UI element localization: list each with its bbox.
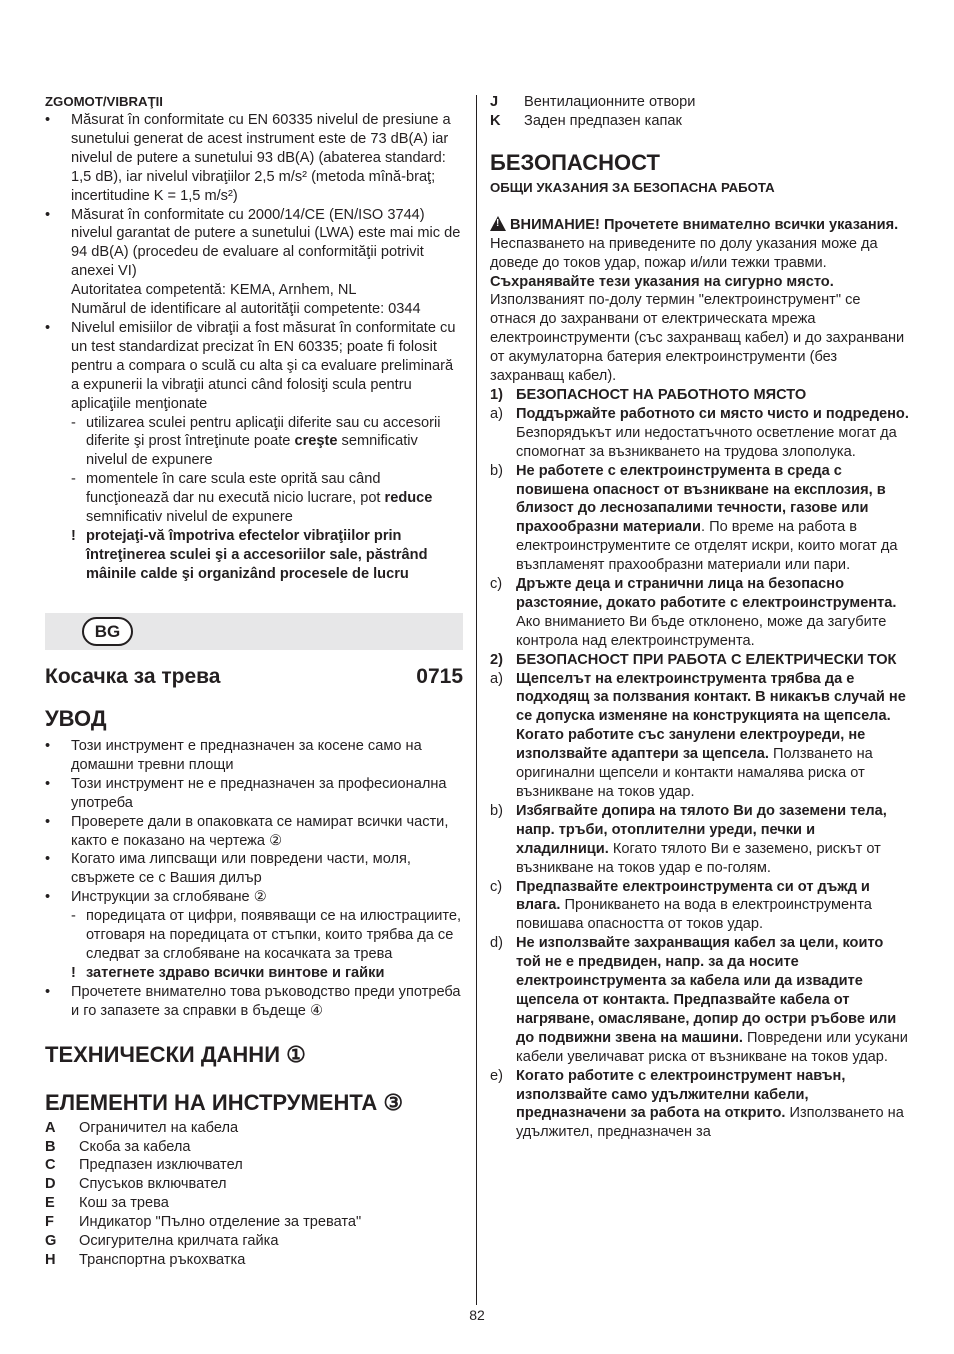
section-1-items	[490, 405, 910, 651]
section-2-items	[490, 670, 910, 1143]
product-title: Косачка за трева	[45, 665, 221, 688]
note-item: ! затегнете здраво всички винтове и гайки	[71, 964, 385, 981]
safety-heading: БЕЗОПАСНОСТ	[490, 149, 660, 175]
safety-item: c) Дръжте деца и странични лица на безопасно разстояние, докато работите с електроинструмента. Ако вниманието Ви бъде отклонено, може да загубите контрола над електроинструмента.	[490, 576, 897, 649]
element-item: C Предпазен изключвател	[45, 1157, 243, 1174]
note-item: ! protejaţi-vă împotriva efectelor vibraţiilor prin întreţinerea sculei şi a accesoriilor sale, păstrând mâinile calde şi organizând procesele de lucru	[71, 527, 428, 582]
list-item: • Прочетете внимателно това ръководство преди употреба и го запазете за справки в бъдеще ④	[45, 983, 461, 1019]
tech-data-heading: ТЕХНИЧЕСКИ ДАННИ ①	[45, 1041, 306, 1067]
left-column-lower	[45, 705, 463, 1270]
warning-triangle-icon	[490, 216, 506, 231]
element-item: D Спусъков включвател	[45, 1176, 227, 1193]
section-heading: 1) БЕЗОПАСНОСТ НА РАБОТНОТО МЯСТО	[490, 386, 807, 403]
right-column	[490, 93, 910, 1142]
column-divider	[476, 95, 477, 1305]
list-item: • Măsurat în conformitate cu EN 60335 nivelul de presiune a sunetului generat de acest instrument este de 73 dB(A) iar nivelul de putere a sunetului 93 dB(A) (abaterea standard: 1,5 dB), iar nivelul vibraţiilor 2,5 m/s² (metoda mînă-braţ; incertitudine K = 1,5 m/s²)	[45, 112, 451, 204]
safety-item: a) Щепселът на електроинструмента трябва да е подходящ за ползвания контакт. В никакъв случай не се допуска изменяне на конструкцията на щепсела. Когато работите със занулени електроуреди, не използвайте адаптери за щепсела. Ползването на оригинални щепсели и контакти намалява риска от възникване на токов удар.	[490, 670, 906, 800]
elements-list	[45, 1119, 463, 1270]
safety-item: a) Поддържайте работното си място чисто и подредено. Безпорядъкът или недостатъчното осветление могат да спомогнат за възникването на трудова злополука.	[490, 405, 909, 460]
list-item: • Този инструмент е предназначен за косене само на домашни тревни площи	[45, 738, 422, 773]
element-item: E Кош за трева	[45, 1195, 169, 1212]
elements-heading: ЕЛЕМЕНТИ НА ИНСТРУМЕНТА ③	[45, 1089, 404, 1115]
authority-id-text: Numărul de identificare al autorităţii competente: 0344	[71, 301, 421, 318]
language-badge: BG	[82, 617, 133, 646]
safety-item: c) Предпазвайте електроинструмента си от дъжд и влага. Проникването на вода в електроинструмента повишава опасността от токов удар.	[490, 878, 872, 933]
list-item: • Когато има липсващи или повредени части, моля, свържете се с Вашия дилър	[45, 851, 411, 887]
product-title-row	[45, 664, 463, 690]
safety-item: d) Не използвайте захранващия кабел за цели, които той не е предвиден, напр. за да носите електроинструмента за кабела или да извадите щепсела от контакта. Предпазвайте кабела от нагряване, омасляване, допир до остри ръбове или до подвижни звена на машини. Повредени или усукани кабели увеличават риска от възникване на токов удар.	[490, 935, 908, 1065]
language-bar	[45, 613, 463, 650]
element-item: A Ограничител на кабела	[45, 1119, 239, 1136]
list-item: • Проверете дали в опаковката се намират всички части, както е показано на чертежа ②	[45, 813, 449, 849]
list-item: • Măsurat în conformitate cu 2000/14/CE (EN/ISO 3744) nivelul garantat de putere a sunetului (LWA) este mai mic de 94 dB(A) (procedeu de evaluare al conformităţii potrivit anexei VI)	[45, 206, 461, 280]
elements-list-continued	[490, 93, 910, 131]
list-item: • Nivelul emisiilor de vibraţii a fost măsurat în conformitate cu un test standardizat precizat în EN 60335; poate fi folosit pentru a compara o sculă cu alta şi ca evaluare preliminară a expunerii la vibraţii atunci când folosiţi scula pentru aplicaţiile menţionate	[45, 319, 456, 412]
section-heading: 2) БЕЗОПАСНОСТ ПРИ РАБОТА С ЕЛЕКТРИЧЕСКИ ТОК	[490, 651, 897, 668]
general-safety-heading: ОБЩИ УКАЗАНИЯ ЗА БЕЗОПАСНА РАБОТА	[490, 179, 775, 195]
sub-list-item: - utilizarea sculei pentru aplicaţii diferite sau cu accesorii diferite şi prost întreţinute poate creşte semnificativ nivelul de expunere	[71, 414, 441, 469]
element-item: H Транспортна ръкохватка	[45, 1251, 246, 1268]
safety-item: b) Избягвайте допира на тялото Ви до заземени тела, напр. тръби, отоплителни уреди, печки и хладилници. Когато тялото Ви е заземено, рискът от възникване на токов удар е по-голям.	[490, 802, 887, 876]
noise-heading: ZGOMOT/VIBRAŢII	[45, 94, 163, 109]
authority-text: Autoritatea competentă: KEMA, Arnhem, NL	[71, 282, 357, 299]
element-item: G Осигурителна крилчата гайка	[45, 1233, 279, 1250]
product-code: 0715	[416, 665, 463, 688]
safety-item: b) Не работете с електроинструмента в среда с повишена опасност от възникване на експлозия, в близост до леснозапалими течности, газове или прахообразни материали. По време на работа в електроинструментите се отделят искри, които могат да възпламенят прахообразни материали или пари.	[490, 462, 898, 574]
intro-heading: УВОД	[45, 706, 107, 731]
left-column	[45, 93, 463, 584]
element-item: B Скоба за кабела	[45, 1138, 191, 1155]
warning-paragraph: !ВНИМАНИЕ! Прочетете внимателно всички указания. Неспазването на приведените по долу указания може да доведе до токов удар, пожар и/или тежки травми. Съхранявайте тези указания на сигурно място. Използваният по-долу термин "електроинструмент" се отнася до захранвани от електрическата мрежа електроинструменти (със захранващ кабел) и до захранвани от акумулаторна батерия електроинструменти (без захранващ кабел).	[490, 214, 910, 386]
list-item: • Инструкции за сглобяване ②	[45, 889, 267, 906]
sub-list-item: - поредицата от цифри, появяващи се на илюстрациите, отговаря на поредицата от стъпки, които трябва да се следват за сглобяване на косачката за трева	[71, 908, 462, 962]
element-item: J Вентилационните отвори	[490, 94, 696, 110]
list-item: • Този инструмент не е предназначен за професионална употреба	[45, 775, 447, 811]
element-item: K Заден предпазен капак	[490, 112, 682, 129]
element-item: F Индикатор "Пълно отделение за тревата"	[45, 1214, 362, 1231]
sub-list-item: - momentele în care scula este oprită sau când funcţionează dar nu execută nicio lucrare, pot reduce semnificativ nivelul de expunere	[71, 471, 433, 526]
page-number: 82	[469, 1307, 485, 1323]
safety-item: e) Когато работите с електроинструмент навън, използвайте само удължителни кабели, предназначени за работа на открито. Използването на удължител, предназначен за	[490, 1067, 904, 1141]
